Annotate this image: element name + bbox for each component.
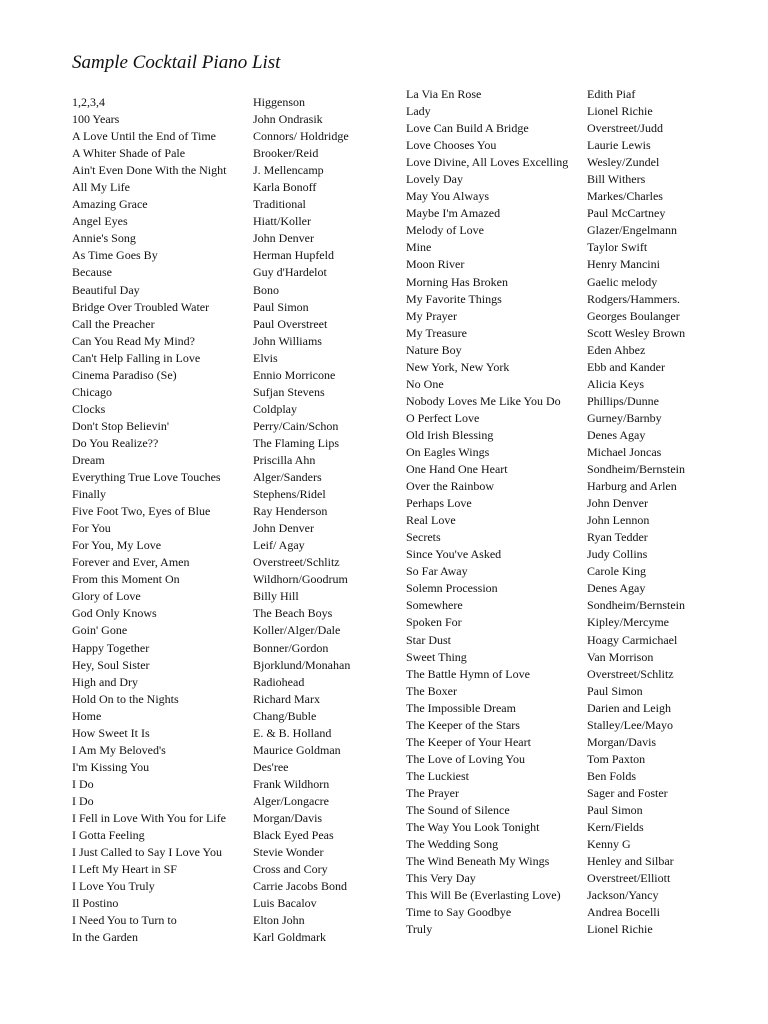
song-artist: John Denver — [587, 496, 648, 511]
song-title: The Luckiest — [406, 768, 469, 783]
song-artist: Rodgers/Hammers. — [587, 291, 680, 306]
song-title: Home — [72, 708, 102, 723]
song-title: Somewhere — [406, 598, 463, 613]
song-title: Ain't Even Done With the Night — [72, 163, 227, 178]
song-title: Love Divine, All Loves Excelling — [406, 155, 569, 170]
song-title: Can You Read My Mind? — [72, 333, 196, 348]
song-artist: Luis Bacalov — [253, 896, 317, 911]
song-artist: Taylor Swift — [587, 240, 648, 255]
song-artist: Morgan/Davis — [587, 734, 657, 749]
song-title: Beautiful Day — [72, 282, 140, 297]
song-title: Sweet Thing — [406, 649, 467, 664]
song-title: I Just Called to Say I Love You — [72, 845, 222, 860]
song-artist: E. & B. Holland — [253, 725, 332, 740]
song-artist: Laurie Lewis — [587, 138, 651, 153]
song-title: Clocks — [72, 401, 106, 416]
song-artist: Markes/Charles — [587, 189, 663, 204]
song-title: Time to Say Goodbye — [406, 905, 512, 920]
song-artist: Phillips/Dunne — [587, 393, 660, 408]
song-title: O Perfect Love — [406, 410, 480, 425]
song-artist: Carrie Jacobs Bond — [253, 879, 347, 894]
song-artist: Sondheim/Bernstein — [587, 462, 685, 477]
song-artist: Karla Bonoff — [253, 180, 317, 195]
song-title: I'm Kissing You — [72, 759, 150, 774]
song-title: Goin' Gone — [72, 623, 128, 638]
song-artist: Overstreet/Judd — [587, 121, 663, 136]
song-title: 1,2,3,4 — [72, 95, 105, 109]
song-artist: Herman Hupfeld — [253, 248, 334, 263]
song-artist: Stalley/Lee/Mayo — [587, 717, 673, 732]
right-artist-list — [587, 86, 757, 938]
song-artist: Tom Paxton — [587, 751, 646, 766]
song-title: So Far Away — [406, 564, 468, 579]
song-title: Spoken For — [406, 615, 462, 630]
song-title: Don't Stop Believin' — [72, 418, 169, 433]
left-song-list — [72, 94, 252, 946]
song-title: The Impossible Dream — [406, 700, 516, 715]
song-artist: Stephens/Ridel — [253, 487, 326, 502]
song-title: Everything True Love Touches — [72, 470, 221, 485]
song-title: Chicago — [72, 384, 112, 399]
song-artist: Henley and Silbar — [587, 854, 674, 869]
song-artist: Henry Mancini — [587, 257, 660, 272]
song-title: I Need You to Turn to — [72, 913, 177, 928]
song-title: Love Can Build A Bridge — [406, 121, 529, 136]
song-title: Bridge Over Troubled Water — [72, 299, 210, 314]
song-artist: Traditional — [253, 197, 306, 212]
song-artist: Morgan/Davis — [253, 810, 323, 825]
song-artist: Elvis — [253, 350, 278, 365]
song-artist: Radiohead — [253, 674, 305, 689]
song-artist: Michael Joncas — [587, 444, 662, 459]
song-artist: Bill Withers — [587, 172, 646, 187]
song-artist: Kenny G — [587, 837, 631, 852]
song-title: The Way You Look Tonight — [406, 820, 540, 835]
song-title: Old Irish Blessing — [406, 427, 494, 442]
song-artist: Overstreet/Schlitz — [253, 555, 340, 570]
song-title: Melody of Love — [406, 223, 484, 238]
song-artist: Andrea Bocelli — [587, 905, 660, 920]
song-artist: Wesley/Zundel — [587, 155, 660, 170]
song-title: Lady — [406, 104, 431, 119]
song-title: Finally — [72, 487, 107, 502]
song-title: Perhaps Love — [406, 496, 472, 511]
song-title: The Love of Loving You — [406, 751, 525, 766]
song-title: I Do — [72, 793, 94, 808]
song-artist: Sager and Foster — [587, 785, 668, 800]
song-artist: John Lennon — [587, 513, 650, 528]
song-title: Maybe I'm Amazed — [406, 206, 501, 221]
song-artist: Overstreet/Elliott — [587, 871, 671, 886]
song-artist: Darien and Leigh — [587, 700, 671, 715]
song-artist: John Ondrasik — [253, 112, 323, 127]
song-title: Over the Rainbow — [406, 479, 494, 494]
song-title: My Treasure — [406, 325, 468, 340]
song-artist: Georges Boulanger — [587, 308, 680, 323]
song-title: My Favorite Things — [406, 291, 502, 306]
song-artist: Brooker/Reid — [253, 146, 319, 161]
song-title: Hold On to the Nights — [72, 691, 179, 706]
song-title: Moon River — [406, 257, 465, 272]
song-title: Solemn Procession — [406, 581, 498, 596]
song-title: Love Chooses You — [406, 138, 497, 153]
song-title: Nobody Loves Me Like You Do — [406, 393, 561, 408]
song-title: I Gotta Feeling — [72, 828, 145, 843]
song-title: Cinema Paradiso (Se) — [72, 367, 177, 382]
song-artist: Ennio Morricone — [253, 367, 336, 382]
song-artist: Paul Simon — [587, 683, 643, 698]
song-title: I Fell in Love With You for Life — [72, 810, 226, 825]
song-artist: Leif/ Agay — [253, 538, 305, 553]
song-title: Call the Preacher — [72, 316, 155, 331]
song-artist: Kern/Fields — [587, 820, 644, 835]
song-title: 100 Years — [72, 112, 120, 127]
song-artist: John Denver — [253, 521, 314, 536]
song-title: For You, My Love — [72, 538, 162, 553]
song-title: How Sweet It Is — [72, 725, 150, 740]
song-artist: Paul Overstreet — [253, 316, 328, 331]
song-artist: Connors/ Holdridge — [253, 129, 349, 144]
song-artist: Harburg and Arlen — [587, 479, 677, 494]
song-title: A Whiter Shade of Pale — [72, 146, 186, 161]
song-title: This Will Be (Everlasting Love) — [406, 888, 561, 903]
song-title: The Keeper of the Stars — [406, 717, 520, 732]
song-artist: Denes Agay — [587, 427, 646, 442]
song-artist: Alger/Sanders — [253, 470, 322, 485]
song-title: Secrets — [406, 530, 441, 545]
song-title: A Love Until the End of Time — [72, 129, 216, 144]
song-title: The Sound of Silence — [406, 802, 510, 817]
right-song-list — [406, 86, 586, 938]
song-title: As Time Goes By — [72, 248, 158, 263]
song-artist: Paul Simon — [587, 802, 643, 817]
song-artist: Karl Goldmark — [253, 930, 326, 945]
song-artist: Gaelic melody — [587, 274, 658, 289]
song-title: The Battle Hymn of Love — [406, 666, 530, 681]
song-title: Happy Together — [72, 640, 150, 655]
song-title: Star Dust — [406, 632, 451, 647]
song-title: Can't Help Falling in Love — [72, 350, 201, 365]
song-title: The Boxer — [406, 683, 457, 698]
song-title: Hey, Soul Sister — [72, 657, 150, 672]
song-artist: Bono — [253, 282, 280, 297]
song-artist: Chang/Buble — [253, 708, 317, 723]
song-artist: Lionel Richie — [587, 104, 653, 119]
song-title: The Wedding Song — [406, 837, 499, 852]
song-title: In the Garden — [72, 930, 138, 945]
song-artist: The Flaming Lips — [253, 435, 339, 450]
song-artist: Scott Wesley Brown — [587, 325, 686, 340]
song-artist: Edith Piaf — [587, 87, 636, 101]
song-title: This Very Day — [406, 871, 476, 886]
song-artist: Kipley/Mercyme — [587, 615, 669, 630]
song-title: Angel Eyes — [72, 214, 128, 229]
song-title: All My Life — [72, 180, 130, 195]
song-artist: Black Eyed Peas — [253, 828, 334, 843]
song-title: I Love You Truly — [72, 879, 155, 894]
page-title: Sample Cocktail Piano List — [72, 52, 281, 73]
song-artist: John Williams — [253, 333, 322, 348]
song-artist: Richard Marx — [253, 691, 320, 706]
song-title: Amazing Grace — [72, 197, 148, 212]
song-title: Morning Has Broken — [406, 274, 508, 289]
song-title: High and Dry — [72, 674, 138, 689]
song-title: Il Postino — [72, 896, 119, 911]
song-artist: Judy Collins — [587, 547, 648, 562]
song-title: Forever and Ever, Amen — [72, 555, 190, 570]
song-artist: Alger/Longacre — [253, 793, 329, 808]
song-artist: Eden Ahbez — [587, 342, 646, 357]
song-title: One Hand One Heart — [406, 462, 508, 477]
song-artist: John Denver — [253, 231, 314, 246]
song-title: Because — [72, 265, 112, 280]
song-title: Mine — [406, 240, 432, 255]
song-artist: Alicia Keys — [587, 376, 644, 391]
song-title: God Only Knows — [72, 606, 157, 621]
song-artist: Higgenson — [253, 95, 305, 109]
song-artist: Hiatt/Koller — [253, 214, 311, 229]
song-title: On Eagles Wings — [406, 444, 490, 459]
song-artist: Overstreet/Schlitz — [587, 666, 674, 681]
song-title: Real Love — [406, 513, 456, 528]
song-title: The Keeper of Your Heart — [406, 734, 531, 749]
song-title: My Prayer — [406, 308, 457, 323]
song-artist: Guy d'Hardelot — [253, 265, 327, 280]
song-title: The Wind Beneath My Wings — [406, 854, 550, 869]
song-title: Do You Realize?? — [72, 435, 159, 450]
song-artist: Paul McCartney — [587, 206, 666, 221]
song-artist: Gurney/Barnby — [587, 410, 662, 425]
song-artist: Sufjan Stevens — [253, 384, 325, 399]
song-artist: Paul Simon — [253, 299, 309, 314]
song-title: I Left My Heart in SF — [72, 862, 177, 877]
song-title: Since You've Asked — [406, 547, 502, 562]
song-title: Nature Boy — [406, 342, 462, 357]
song-artist: Billy Hill — [253, 589, 299, 604]
song-artist: Van Morrison — [587, 649, 654, 664]
song-artist: Bonner/Gordon — [253, 640, 329, 655]
song-artist: Stevie Wonder — [253, 845, 324, 860]
song-artist: Ryan Tedder — [587, 530, 648, 545]
song-title: From this Moment On — [72, 572, 180, 587]
song-artist: Sondheim/Bernstein — [587, 598, 685, 613]
song-artist: Ebb and Kander — [587, 359, 665, 374]
song-artist: Lionel Richie — [587, 922, 653, 937]
song-artist: Priscilla Ahn — [253, 452, 316, 467]
song-title: For You — [72, 521, 111, 536]
song-artist: Hoagy Carmichael — [587, 632, 678, 647]
song-artist: Bjorklund/Monahan — [253, 657, 351, 672]
song-title: I Do — [72, 776, 94, 791]
song-artist: Koller/Alger/Dale — [253, 623, 341, 638]
song-artist: Elton John — [253, 913, 305, 928]
song-artist: Denes Agay — [587, 581, 646, 596]
song-artist: Cross and Cory — [253, 862, 328, 877]
song-title: The Prayer — [406, 785, 459, 800]
song-artist: Frank Wildhorn — [253, 776, 330, 791]
song-title: Lovely Day — [406, 172, 463, 187]
song-title: Truly — [406, 922, 433, 937]
song-artist: Des'ree — [253, 759, 289, 774]
song-artist: Glazer/Engelmann — [587, 223, 677, 238]
song-artist: Jackson/Yancy — [587, 888, 659, 903]
song-title: Dream — [72, 452, 105, 467]
song-title: No One — [406, 376, 444, 391]
song-title: Annie's Song — [72, 231, 136, 246]
song-artist: Ben Folds — [587, 768, 637, 783]
song-title: May You Always — [406, 189, 490, 204]
left-artist-list — [253, 94, 393, 946]
song-title: La Via En Rose — [406, 87, 482, 101]
song-artist: The Beach Boys — [253, 606, 333, 621]
song-title: Glory of Love — [72, 589, 141, 604]
song-artist: Perry/Cain/Schon — [253, 418, 339, 433]
song-title: Five Foot Two, Eyes of Blue — [72, 504, 211, 519]
song-artist: Wildhorn/Goodrum — [253, 572, 348, 587]
song-artist: Maurice Goldman — [253, 742, 341, 757]
song-artist: Carole King — [587, 564, 646, 579]
song-artist: J. Mellencamp — [253, 163, 324, 178]
song-title: New York, New York — [406, 359, 510, 374]
song-title: I Am My Beloved's — [72, 742, 166, 757]
song-artist: Ray Henderson — [253, 504, 328, 519]
song-artist: Coldplay — [253, 401, 297, 416]
